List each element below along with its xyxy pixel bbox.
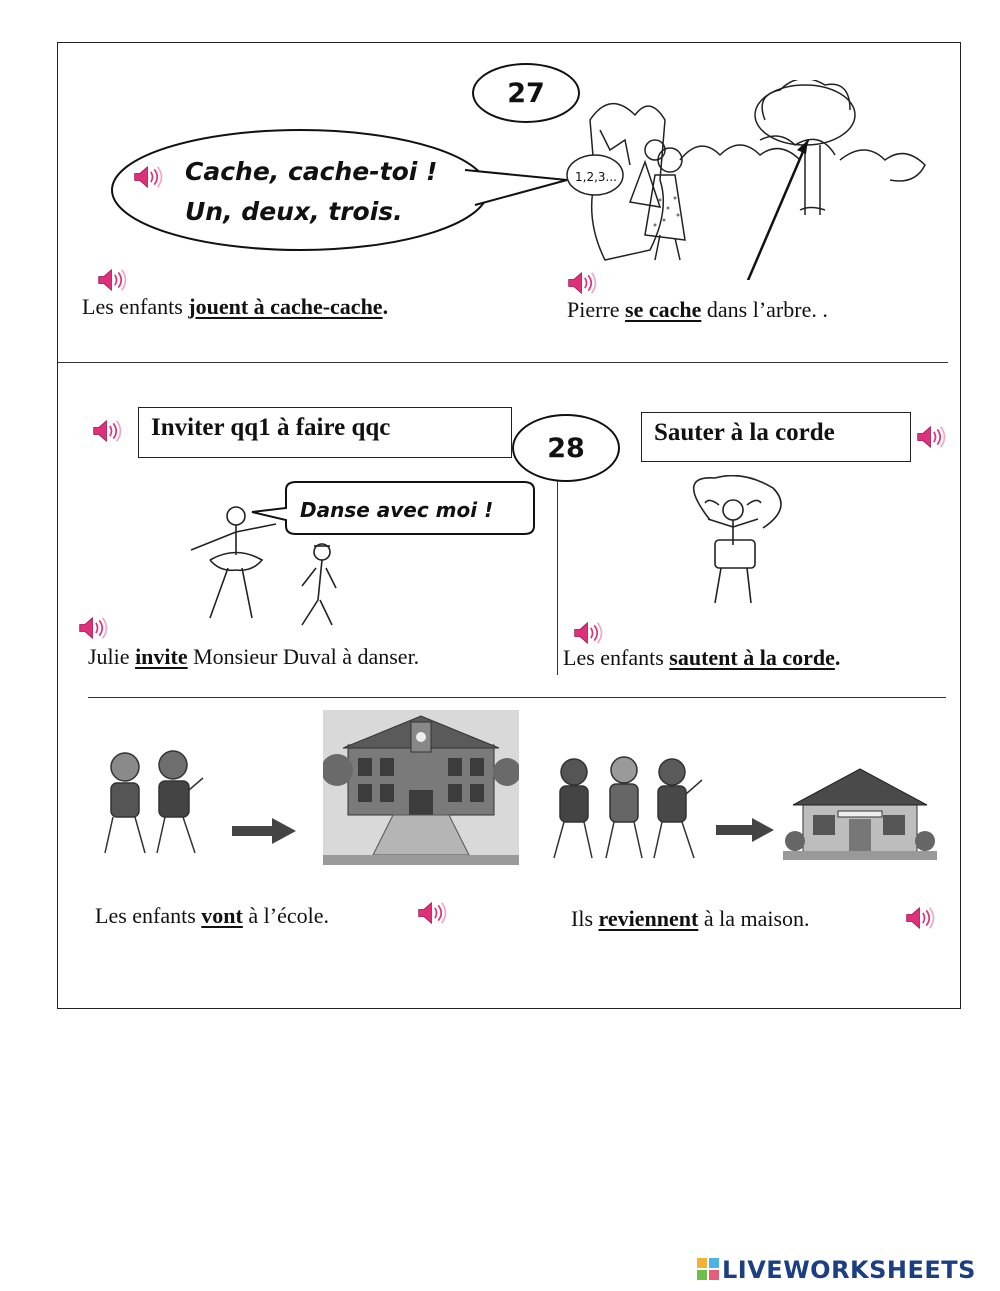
speaker-icon[interactable]	[567, 268, 601, 298]
arrow-right-icon	[232, 818, 297, 844]
sentence-julie-invites: Julie invite Monsieur Duval à danser.	[88, 644, 420, 669]
dance-bubble-text: Danse avec moi !	[300, 498, 494, 522]
two-children-walking-illustration	[95, 745, 215, 860]
divider	[58, 362, 948, 363]
arrow-right-icon	[716, 818, 774, 842]
counting-label: 1,2,3...	[575, 170, 617, 184]
speaker-icon[interactable]	[573, 618, 607, 648]
sentence-go-to-school: Les enfants vont à l’école.	[95, 903, 329, 928]
logo-icon	[697, 1258, 719, 1282]
sentence-pierre-hides: Pierre se cache dans l’arbre. .	[567, 297, 828, 322]
speaker-icon[interactable]	[133, 162, 167, 192]
three-children-walking-illustration	[546, 750, 716, 865]
divider-vertical	[557, 470, 558, 675]
brand-name: LIVEWORKSHEETS	[722, 1256, 976, 1284]
hide-and-seek-illustration	[560, 80, 940, 280]
sentence-jump-rope: Les enfants sautent à la corde.	[563, 645, 841, 670]
divider	[88, 697, 946, 698]
label-sauter: Sauter à la corde	[641, 412, 911, 462]
speaker-icon[interactable]	[78, 613, 112, 643]
speaker-icon[interactable]	[916, 422, 950, 452]
sentence-come-home: Ils reviennent à la maison.	[571, 906, 810, 931]
bubble-line-2: Un, deux, trois.	[185, 197, 403, 226]
bubble-line-1: Cache, cache-toi !	[185, 157, 438, 186]
label-inviter: Inviter qq1 à faire qqc	[138, 407, 512, 458]
jump-rope-illustration	[675, 475, 785, 610]
school-icon	[323, 710, 519, 865]
liveworksheets-logo[interactable]	[697, 1256, 976, 1284]
section-number-28: 28	[512, 414, 620, 482]
speaker-icon[interactable]	[417, 898, 451, 928]
section-number-27: 27	[472, 63, 580, 123]
dancers-illustration	[180, 500, 350, 630]
speaker-icon[interactable]	[97, 265, 131, 295]
sentence-hide-and-seek: Les enfants jouent à cache-cache.	[82, 294, 389, 319]
speech-bubble	[105, 125, 575, 265]
speaker-icon[interactable]	[905, 903, 939, 933]
speaker-icon[interactable]	[92, 416, 126, 446]
house-icon	[783, 765, 937, 860]
